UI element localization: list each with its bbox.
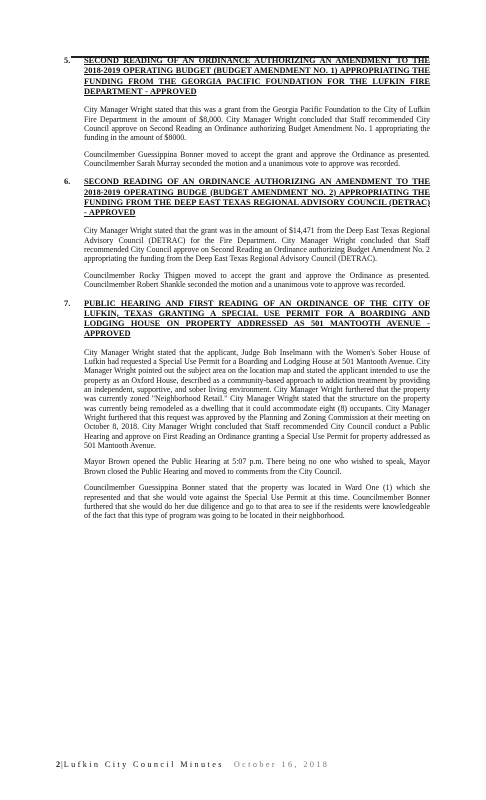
item-heading: SECOND READING OF AN ORDINANCE AUTHORIZING AN AMENDMENT TO THE 2018-2019 OPERATING BUDGE (BUDGET AMENDMENT NO. 2) APPROPRIATING THE FUNDING FROM THE DEEP EAST TEXAS REGIONAL ADVISORY COUNCIL (DETRAC) - APPROVED xyxy=(84,177,430,218)
footer-date: October 16, 2018 xyxy=(233,760,330,769)
footer-document-title: Lufkin City Council Minutes xyxy=(63,760,224,769)
item-paragraph: City Manager Wright stated that the applicant, Judge Bob Inselmann with the Women's Sober House of Lufkin had requested a Special Use Permit for a Boarding and Lodging House at 501 Mantooth Avenue. City Manager Wright pointed out the subject area on the location map and stated the applicant intended to use the property as an Oxford House, described as a community-based approach to addiction treatment by providing an independent, supportive, and sober living environment. City Manager Wright furthered that the property was currently zoned "Neighborhood Retail." City Manager Wright stated that the structure on the property was currently being remodeled as a dwelling that it could accommodate eight (8) occupants. City Manager Wright furthered that this request was approved by the Planning and Zoning Commission at their meeting on October 8, 2018. City Manager Wright concluded that Staff recommended City Council conduct a Public Hearing and approve on First Reading an Ordinance granting a Special Use Permit for property addressed as 501 Mantooth Avenue. xyxy=(84,347,430,451)
agenda-item-5 xyxy=(64,56,430,168)
item-heading: PUBLIC HEARING AND FIRST READING OF AN ORDINANCE OF THE CITY OF LUFKIN, TEXAS GRANTING A SPECIAL USE PERMIT FOR A BOARDING AND LODGING HOUSE ON PROPERTY ADDRESSED AS 501 MANTOOTH AVENUE - APPROVED xyxy=(84,298,430,339)
item-paragraph: Councilmember Rocky Thigpen moved to accept the grant and approve the Ordinance as presented. Councilmember Robert Shankle seconded the motion and a unanimous vote to approve was recorded. xyxy=(84,270,430,290)
item-number: 5. xyxy=(64,56,71,65)
page-footer xyxy=(56,759,436,770)
item-paragraph: Councilmember Guessippina Bonner stated that the property was located in Ward One (1) which she represented and that she would vote against the Special Use Permit at this time. Councilmember Bonner furthered that she would do her due diligence and go to that area to see if the residents were knowledgeable of the fact that this type of program was going to be located in their neighborhood. xyxy=(84,483,430,521)
item-heading: SECOND READING OF AN ORDINANCE AUTHORIZING AN AMENDMENT TO THE 2018-2019 OPERATING BUDGET (BUDGET AMENDMENT NO. 1) APPROPRIATING THE FUNDING FROM THE GEORGIA PACIFIC FOUNDATION FOR THE LUFKIN FIRE DEPARTMENT - APPROVED xyxy=(84,56,430,96)
footer-separator: | xyxy=(61,760,63,769)
agenda-item-6 xyxy=(64,177,430,289)
item-paragraph: Mayor Brown opened the Public Hearing at 5:07 p.m. There being no one who wished to speak, Mayor Brown closed the Public Hearing and moved to comments from the City Council. xyxy=(84,457,430,476)
agenda-item-7 xyxy=(64,299,430,521)
item-paragraph: City Manager Wright stated that the grant was in the amount of $14,471 from the Deep East Texas Regional Advisory Council (DETRAC) for the Fire Department. City Manager Wright concluded that Staff recommended City Council approve on Second Reading an Ordinance authorizing Budget Amendment No. 2 appropriating the funding from the Deep East Texas Regional Advisory Council (DETRAC). xyxy=(84,226,430,264)
agenda-items xyxy=(64,56,430,530)
item-number: 6. xyxy=(64,177,71,187)
item-paragraph: Councilmember Guessippina Bonner moved to accept the grant and approve the Ordinance as presented. Councilmember Sarah Murray seconded the motion and a unanimous vote to approve was recorded. xyxy=(84,149,430,168)
footer-page-number: 2 xyxy=(56,760,61,769)
item-paragraph: City Manager Wright stated that this was a grant from the Georgia Pacific Foundation to the City of Lufkin Fire Department in the amount of $8,000. City Manager Wright concluded that Staff recommended City Council approve on Second Reading an Ordinance authorizing Budget Amendment No. 1 appropriating the funding in the amount of $8000. xyxy=(84,105,430,143)
item-number: 7. xyxy=(64,298,71,308)
